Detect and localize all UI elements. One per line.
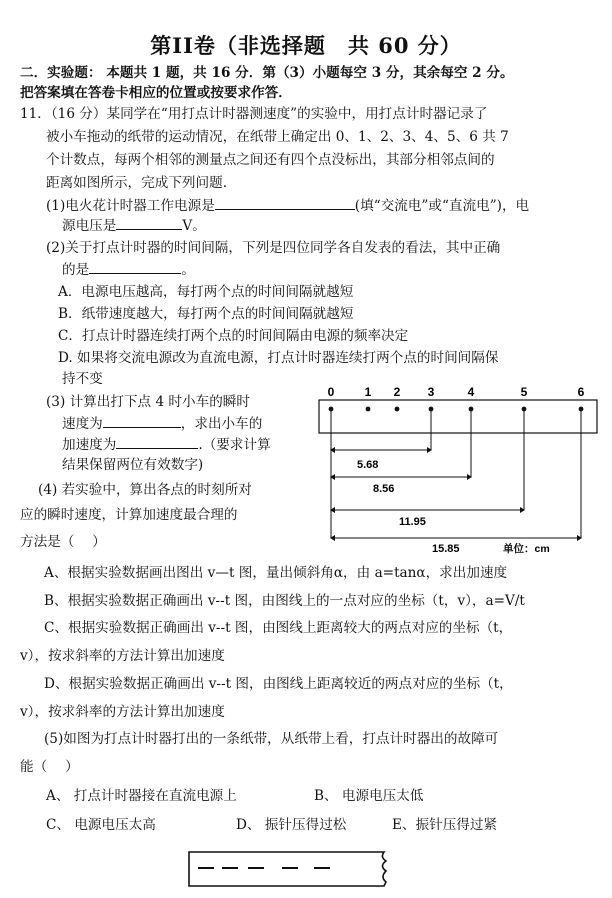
answer-blank-choice[interactable]	[89, 259, 181, 274]
tape-dot	[366, 407, 371, 412]
point-label: 2	[393, 385, 401, 399]
answer-blank-velocity[interactable]	[103, 413, 181, 428]
q11-part3-text: 速度为	[62, 416, 103, 432]
option-a: A、根据实验数据画出图出 v—t 图，量出倾斜角α，由 a=tanα，求出加速度	[44, 565, 508, 581]
point-label: 6	[577, 385, 585, 399]
q11-part3-line3	[62, 434, 271, 455]
option-c: C、 电源电压太高	[46, 817, 156, 833]
q11-part5: (5)如图为打点计时器打出的一条纸带，从纸带上看，打点计时器出的故障可	[44, 731, 499, 747]
point-label: 3	[427, 385, 435, 399]
q11-part3-text: .（要求计算	[198, 437, 271, 453]
faulty-tape-figure	[188, 850, 398, 890]
answer-blank-acceleration[interactable]	[116, 434, 198, 449]
q11-part4-line3: 方法是（ ）	[20, 534, 106, 550]
q11-part1	[46, 195, 529, 216]
option-d: D、根据实验数据正确画出 v--t 图，由图线上距离较近的两点对应的坐标（t，	[44, 676, 513, 692]
option-e: E、振针压得过紧	[392, 817, 498, 833]
option-d-cont: 持不变	[62, 371, 103, 387]
answer-blank-voltage[interactable]	[116, 215, 182, 230]
q11-part3-line4: 结果保留两位有效数字)	[62, 457, 204, 473]
distance-0-5: 11.95	[399, 516, 426, 528]
q11-part3-text: 加速度为	[62, 437, 117, 453]
option-a: A．电源电压越高，每打两个点的时间间隔就越短	[58, 284, 354, 300]
option-c: C．打点计时器连续打两个点的时间间隔由电源的频率决定	[58, 328, 409, 344]
point-label: 5	[520, 385, 528, 399]
point-labels	[328, 385, 585, 399]
point-label: 0	[327, 385, 335, 399]
q11-part1-text: (1)电火花计时器工作电源是	[46, 198, 215, 214]
q11-part2-text: 的是	[62, 262, 90, 278]
option-c-cont: v），按求斜率的方法计算出加速度	[20, 648, 225, 664]
q11-part3-line2	[62, 413, 262, 434]
q11-part2-line2	[62, 259, 195, 280]
page-title: 第II卷（非选择题 共 60 分）	[150, 33, 462, 58]
q11-intro: 11．（16 分）某同学在“用打点计时器测速度”的实验中，用打点计时器记录了	[20, 106, 488, 122]
unit-label: 单位：cm	[503, 543, 550, 555]
option-d: D. 如果将交流电源改为直流电源，打点计时器连续打两个点的时间间隔保	[58, 350, 499, 366]
q11-part3: (3) 计算出打下点 4 时小车的瞬时	[46, 394, 250, 410]
option-a: A、 打点计时器接在直流电源上	[46, 788, 237, 804]
q11-part3-text: ，求出小车的	[180, 416, 263, 432]
tape-measurement-figure	[305, 380, 605, 555]
option-d: D、 振针压得过松	[236, 817, 347, 833]
distance-0-6: 15.85	[432, 543, 460, 555]
tape-dot	[395, 407, 400, 412]
option-c: C、根据实验数据正确画出 v--t 图，由图线上距离较大的两点对应的坐标（t，	[44, 620, 513, 636]
point-label: 4	[467, 385, 475, 399]
q11-part4: (4) 若实验中，算出各点的时刻所对	[38, 482, 252, 498]
option-b: B、 电源电压太低	[314, 788, 424, 804]
q11-part4-line2: 应的瞬时速度，计算加速度最合理的	[20, 507, 238, 523]
section-instruction-2: 把答案填在答卷卡相应的位置或按要求作答．	[20, 85, 292, 101]
option-d-cont: v），按求斜率的方法计算出加速度	[20, 704, 225, 720]
q11-part1-text: V。	[182, 218, 206, 234]
paper-tape	[319, 400, 597, 433]
distance-0-3: 5.68	[357, 459, 379, 471]
q11-intro: 个计数点，每两个相邻的测量点之间还有四个点没标出，其部分相邻点间的	[46, 152, 495, 168]
q11-part2-text: 。	[181, 262, 195, 278]
point-label: 1	[364, 385, 372, 399]
q11-part1-text: (填“交流电”或“直流电”)，电	[354, 198, 530, 214]
q11-intro: 被小车拖动的纸带的运动情况，在纸带上确定出 0、1、2、3、4、5、6 共 7	[46, 129, 509, 145]
q11-part5-line2: 能（ ）	[20, 759, 79, 775]
q11-part2: (2)关于打点计时器的时间间隔，下列是四位同学各自发表的看法，其中正确	[46, 240, 501, 256]
distance-0-4: 8.56	[373, 483, 395, 495]
q11-part1-line2	[62, 215, 206, 236]
answer-blank-power-type[interactable]	[215, 195, 355, 210]
q11-intro: 距离如图所示，完成下列问题.	[46, 175, 228, 191]
section-instruction: 二．实验题： 本题共 1 题，共 16 分．第（3）小题每空 3 分，其余每空 2 分。	[20, 65, 514, 81]
option-b: B．纸带速度越大，每打两个点的时间间隔就越短	[58, 306, 354, 322]
q11-part1-text: 源电压是	[62, 218, 117, 234]
option-b: B、根据实验数据正确画出 v--t 图，由图线上的一点对应的坐标（t，v），a=V/t	[44, 593, 525, 609]
